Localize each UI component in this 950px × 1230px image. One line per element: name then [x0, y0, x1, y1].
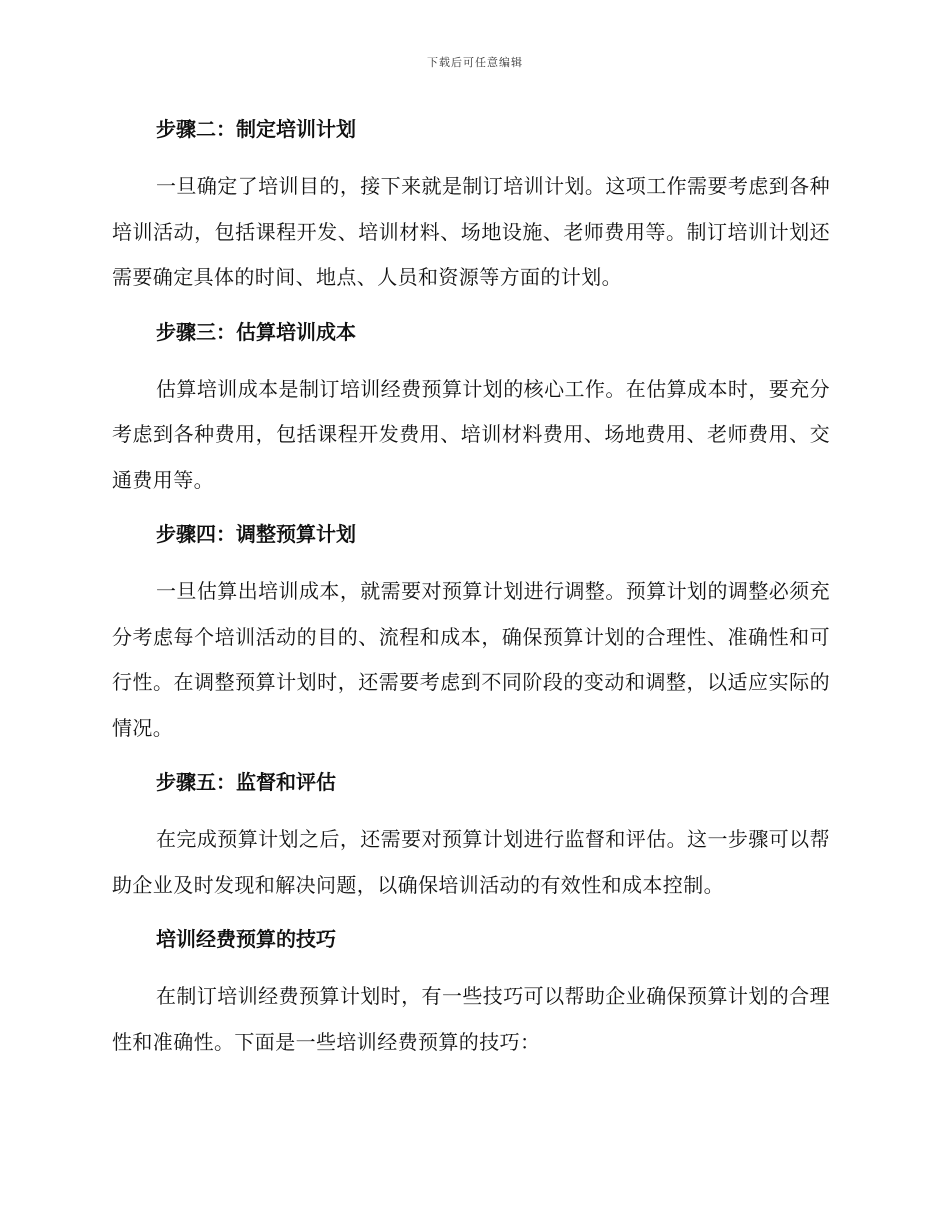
section-heading: 步骤二：制定培训计划: [156, 117, 356, 141]
section-paragraph: 在完成预算计划之后，还需要对预算计划进行监督和评估。这一步骤可以帮助企业及时发现和解决问题，以确保培训活动的有效性和成本控制。: [112, 827, 830, 897]
header-note: 下载后可任意编辑: [427, 56, 523, 69]
section-heading: 步骤四：调整预算计划: [156, 522, 356, 546]
section-paragraph: 在制订培训经费预算计划时，有一些技巧可以帮助企业确保预算计划的合理性和准确性。下面是一些培训经费预算的技巧：: [112, 984, 830, 1054]
section-paragraph: 估算培训成本是制订培训经费预算计划的核心工作。在估算成本时，要充分考虑到各种费用，包括课程开发费用、培训材料费用、场地费用、老师费用、交通费用等。: [112, 376, 830, 492]
document-body: [112, 110, 830, 1077]
section-paragraph: 一旦估算出培训成本，就需要对预算计划进行调整。预算计划的调整必须充分考虑每个培训活动的目的、流程和成本，确保预算计划的合理性、准确性和可行性。在调整预算计划时，还需要考虑到不同阶段的变动和调整，以适应实际的情况。: [112, 579, 830, 740]
section-heading: 培训经费预算的技巧: [156, 927, 336, 951]
section-heading: 步骤五：监督和评估: [156, 770, 336, 794]
section-paragraph: 一旦确定了培训目的，接下来就是制订培训计划。这项工作需要考虑到各种培训活动，包括课程开发、培训材料、场地设施、老师费用等。制订培训计划还需要确定具体的时间、地点、人员和资源等方面的计划。: [112, 174, 830, 289]
section-heading: 步骤三：估算培训成本: [156, 319, 356, 344]
